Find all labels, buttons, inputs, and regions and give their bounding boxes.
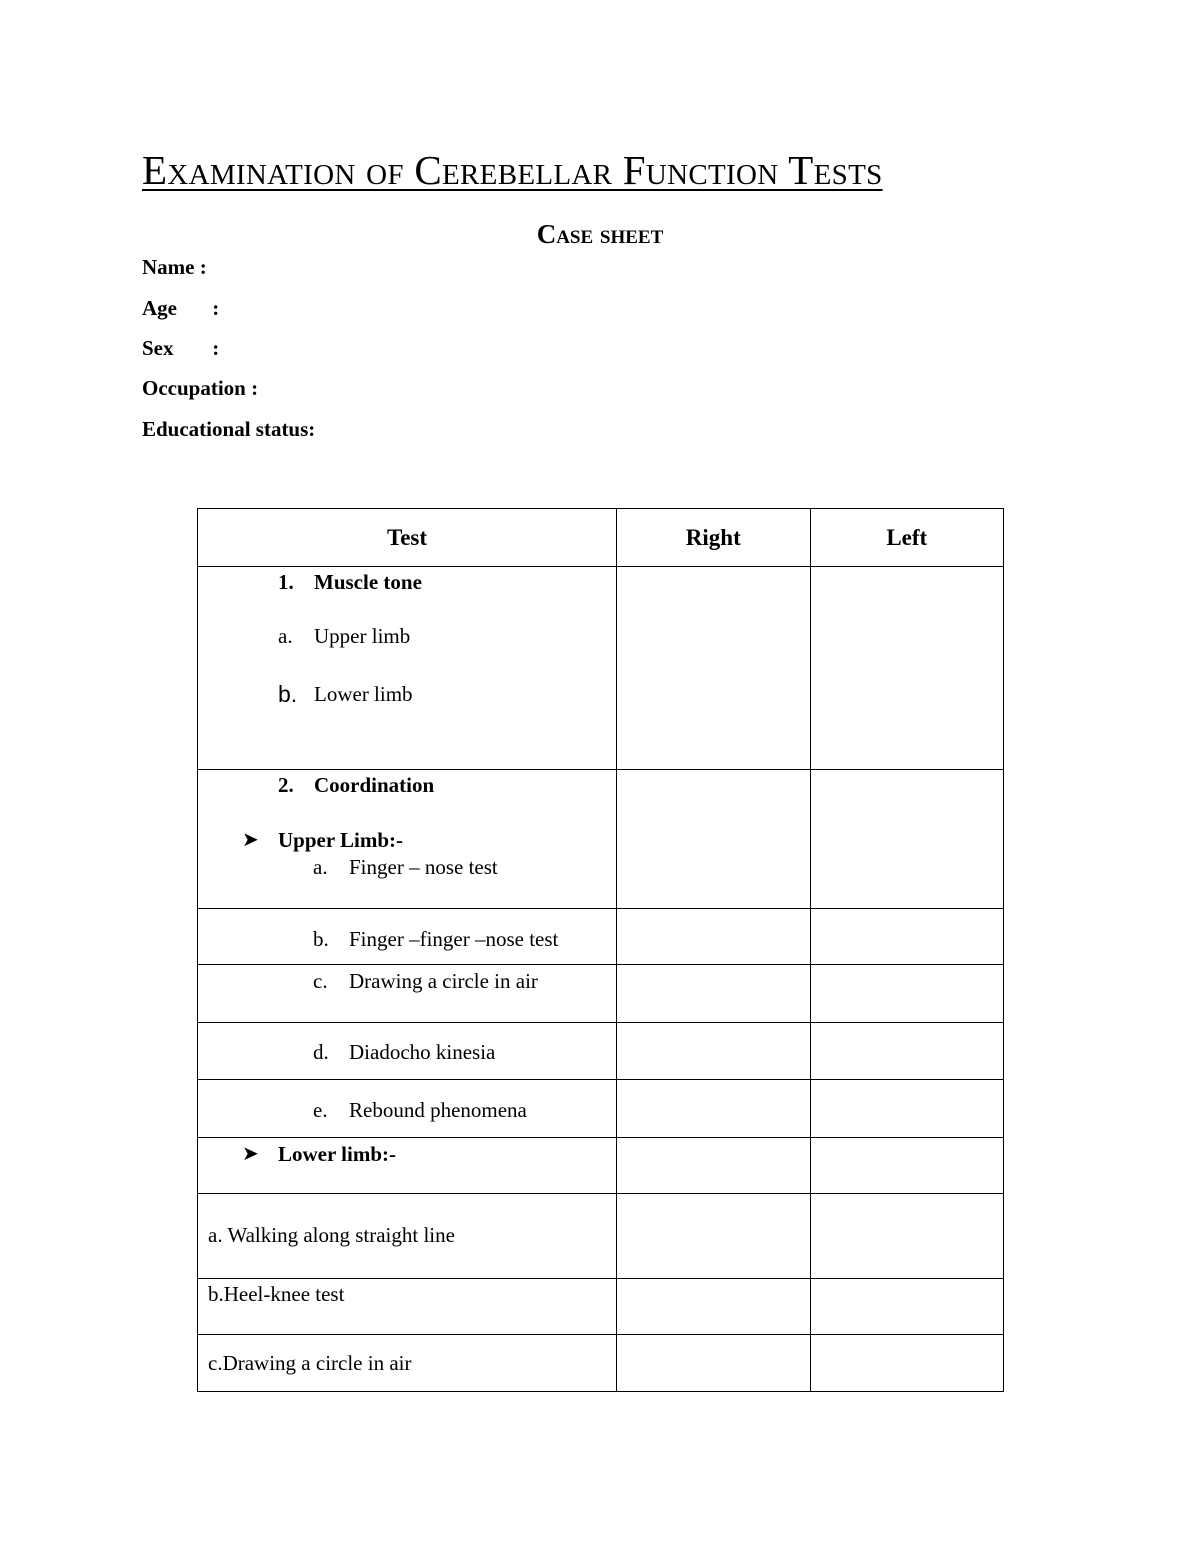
- educational-status-field: [142, 417, 315, 442]
- age-label: Age: [142, 296, 177, 320]
- table-row: [198, 1194, 1004, 1279]
- muscle-tone-cell: [198, 567, 617, 770]
- right-cell[interactable]: [617, 965, 810, 1023]
- section-heading: Muscle tone: [314, 570, 422, 594]
- right-cell[interactable]: [617, 1138, 810, 1194]
- item-marker: e.: [313, 1098, 328, 1122]
- section-heading: Coordination: [314, 773, 435, 797]
- subsection-heading: Lower limb:-: [278, 1142, 397, 1166]
- occupation-field: [142, 376, 258, 401]
- item-text: a. Walking along straight line: [208, 1223, 455, 1247]
- right-cell[interactable]: [617, 1335, 810, 1392]
- section-number: 2.: [278, 773, 294, 797]
- occupation-colon: :: [251, 376, 259, 400]
- age-colon: :: [212, 296, 220, 320]
- sex-colon: :: [212, 336, 220, 360]
- table-row: [198, 965, 1004, 1023]
- test-cell: [198, 909, 617, 965]
- item-marker: b.: [313, 927, 329, 951]
- arrowhead-bullet-icon: ➤: [242, 829, 259, 851]
- header-right: Right: [617, 509, 810, 567]
- left-cell[interactable]: [810, 1138, 1004, 1194]
- right-cell[interactable]: [617, 567, 810, 770]
- left-cell[interactable]: [810, 770, 1004, 909]
- table-row: [198, 1023, 1004, 1080]
- right-cell[interactable]: [617, 1023, 810, 1080]
- sex-field: [142, 336, 219, 361]
- test-cell: [198, 1279, 617, 1335]
- table-row-coordination: [198, 770, 1004, 909]
- age-field: [142, 296, 219, 321]
- name-label: Name: [142, 255, 195, 279]
- table-header-row: [198, 509, 1004, 567]
- item-marker: d.: [313, 1040, 329, 1064]
- item-marker: a.: [278, 624, 293, 648]
- cerebellar-test-table: [197, 508, 1004, 1392]
- subsection-heading: Upper Limb:-: [278, 828, 404, 852]
- left-cell[interactable]: [810, 1335, 1004, 1392]
- coordination-cell: [198, 770, 617, 909]
- educational-status-label: Educational status:: [142, 417, 316, 441]
- right-cell[interactable]: [617, 770, 810, 909]
- left-cell[interactable]: [810, 567, 1004, 770]
- arrowhead-bullet-icon: ➤: [242, 1143, 259, 1165]
- table-row-muscle-tone: [198, 567, 1004, 770]
- right-cell[interactable]: [617, 1194, 810, 1279]
- left-cell[interactable]: [810, 965, 1004, 1023]
- left-cell[interactable]: [810, 909, 1004, 965]
- table-row: [198, 909, 1004, 965]
- item-text: b.Heel-knee test: [208, 1282, 345, 1306]
- test-cell: [198, 1080, 617, 1138]
- item-text: Finger –finger –nose test: [349, 927, 559, 951]
- test-cell: [198, 1194, 617, 1279]
- item-text: Diadocho kinesia: [349, 1040, 496, 1064]
- header-left: Left: [810, 509, 1004, 567]
- right-cell[interactable]: [617, 1279, 810, 1335]
- item-text: Rebound phenomena: [349, 1098, 527, 1122]
- item-marker: c.: [313, 969, 328, 993]
- item-marker: b.: [278, 681, 298, 707]
- case-sheet-subtitle: Case sheet: [536, 219, 664, 249]
- item-text: Lower limb: [314, 682, 413, 706]
- name-colon: :: [199, 255, 207, 279]
- item-text: c.Drawing a circle in air: [208, 1351, 412, 1375]
- sex-label: Sex: [142, 336, 174, 360]
- test-cell: [198, 1335, 617, 1392]
- document-title: Examination of Cerebellar Function Tests: [142, 147, 883, 193]
- header-test: Test: [198, 509, 617, 567]
- test-cell: [198, 1138, 617, 1194]
- left-cell[interactable]: [810, 1279, 1004, 1335]
- section-number: 1.: [278, 570, 294, 594]
- test-cell: [198, 1023, 617, 1080]
- item-text: Drawing a circle in air: [349, 969, 538, 993]
- table-row: [198, 1279, 1004, 1335]
- item-marker: a.: [313, 855, 328, 879]
- item-text: Finger – nose test: [349, 855, 498, 879]
- name-field: [142, 255, 207, 280]
- item-text: Upper limb: [314, 624, 411, 648]
- right-cell[interactable]: [617, 1080, 810, 1138]
- table-row: [198, 1335, 1004, 1392]
- right-cell[interactable]: [617, 909, 810, 965]
- table-row: [198, 1080, 1004, 1138]
- occupation-label: Occupation: [142, 376, 246, 400]
- left-cell[interactable]: [810, 1023, 1004, 1080]
- left-cell[interactable]: [810, 1194, 1004, 1279]
- test-cell: [198, 965, 617, 1023]
- left-cell[interactable]: [810, 1080, 1004, 1138]
- table-row-lower-limb: [198, 1138, 1004, 1194]
